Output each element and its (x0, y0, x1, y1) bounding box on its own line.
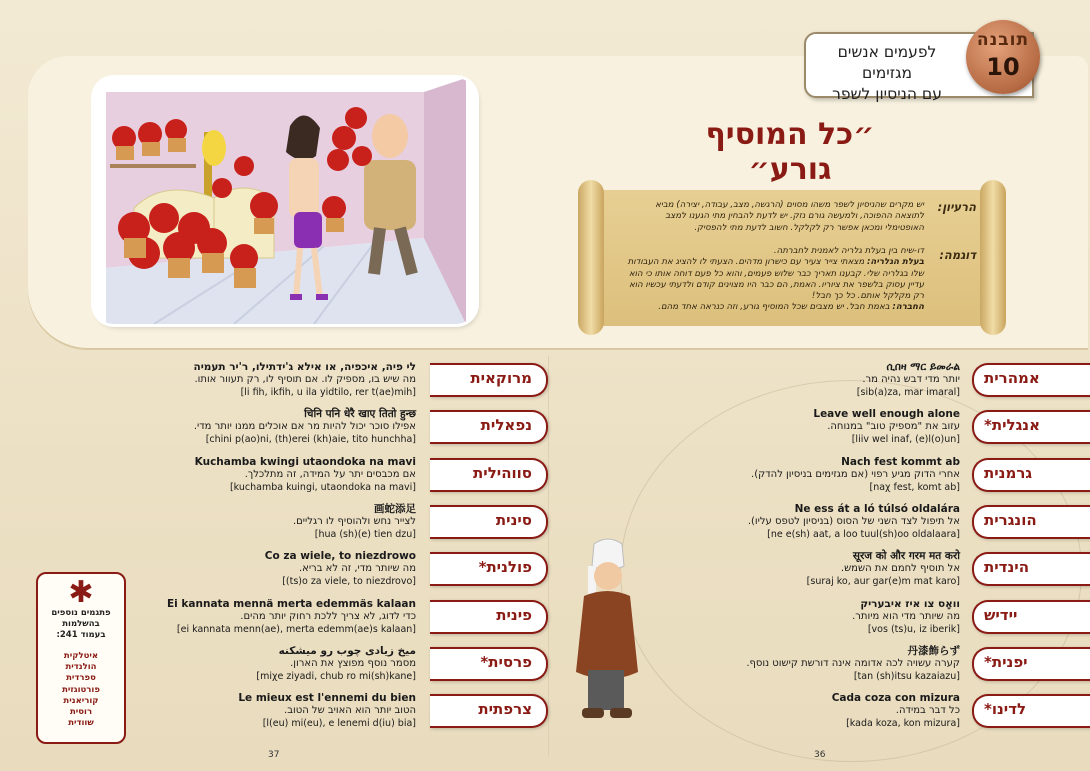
language-tab (972, 600, 1090, 634)
proverb-transliteration: [kuchamba kuingi, utaondoka na mavi] (229, 481, 416, 493)
proverb-transliteration: [suraj ko, aur gar(e)m mat karo] (806, 575, 960, 587)
proverb-transliteration: [kada koza, kon mizura] (846, 717, 960, 729)
proverb-transliteration: [li fih, ikfih, u ila yidtilo, rer t(ae)mih] (240, 386, 416, 398)
proverb-original: Le mieux est l'ennemi du bien (238, 692, 416, 704)
language-tab (430, 600, 548, 634)
language-tab (972, 694, 1090, 728)
example-intro: דו-שיח בין בעלת גלריה לאמנית לחברתה. (773, 246, 924, 256)
more-language-item: קוריאנית (63, 695, 99, 706)
language-tab (430, 410, 548, 444)
proverb-translation: אל תיפול לצד השני של הסוס (בניסיון לטפס עליו). (747, 516, 960, 527)
proverb-entry (600, 645, 960, 683)
language-label: אמהרית (984, 369, 1040, 387)
proverb-translation: מה שיותר מדי הוא מיותר. (852, 611, 960, 622)
language-label: יפנית (991, 653, 1028, 671)
insight-medal (966, 20, 1040, 94)
proverb-entry (600, 503, 960, 541)
subtitle-line1: לפעמים אנשים מגזימים (837, 43, 937, 82)
language-tab (430, 647, 548, 681)
friend-label: החברה: (892, 302, 924, 313)
language-tab (972, 363, 1090, 397)
more-proverbs-box (36, 572, 126, 744)
language-name (984, 606, 1017, 624)
proverb-original: चिनि पनि धेरै खाए तितो हुन्छ (304, 408, 416, 420)
language-name (480, 653, 532, 671)
language-name (984, 464, 1032, 482)
medal-number: 10 (986, 53, 1020, 81)
example-friend (624, 302, 924, 313)
spine-divider (548, 356, 549, 756)
scroll-end-left (578, 180, 604, 335)
more-proverbs-note (38, 608, 124, 641)
proverb-translation: מה שיש בו, מספיק לו. אם תוסיף לו, רק תעוור אותו. (194, 374, 416, 385)
idea-text: יש מקרים שהניסיון לשפר משהו מסוים (הרגשה, מצב, עבודה, יצירה) מביא לתוצאה ההפוכה, ולמעשה גורם נזק. יש לדעת להבחין מתי הגענו למצב האופטימלי ומכאן אפשר רק לקלקל. חשוב לדעת מתי להפסיק. (655, 200, 924, 233)
language-name (984, 416, 1040, 434)
proverb-original: 画蛇添足 (374, 503, 416, 515)
language-label: פולנית (486, 558, 532, 576)
language-label: אנגלית (991, 416, 1041, 434)
proverb-transliteration: [vos (ts)u, iz iberik] (867, 623, 960, 635)
language-label: נפאלית (480, 416, 532, 434)
note-line1: פתגמים נוספים (51, 608, 111, 618)
proverb-translation: אל תוסיף לחמם את השמש. (840, 563, 960, 574)
star-marker-icon: * (478, 558, 487, 576)
proverb-transliteration: [(ts)o za viele, to niezdrovo] (282, 575, 416, 587)
language-tab (430, 694, 548, 728)
old-man-figure-icon (566, 536, 646, 728)
star-marker-icon: * (480, 653, 489, 671)
proverb-translation: מה שיותר מדי, זה לא בריא. (298, 563, 416, 574)
example-text (624, 246, 924, 314)
language-label: הינדית (984, 558, 1029, 576)
proverb-transliteration: [hua (sh)(e) tien dzu] (314, 528, 416, 540)
proverb-entry (150, 645, 416, 683)
more-languages-list (38, 651, 124, 729)
scroll-end-right (980, 180, 1006, 335)
language-name (473, 464, 532, 482)
proverb-translation: אפילו סוכר יכול להיות מר אם אוכלים ממנו יותר מדי. (193, 421, 416, 432)
language-label: הונגרית (984, 511, 1037, 529)
idea-scroll (578, 180, 1006, 335)
proverb-translation: אחרי הדוק מגיע רפוי (אם מגזימים בניסיון להדק). (751, 469, 960, 480)
proverb-original: Ne ess át a ló túlsó oldalára (794, 503, 960, 515)
proverb-entry (150, 550, 416, 588)
language-name (496, 511, 532, 529)
friend-text: באמת חבל. יש מצבים שכל המוסיף גורע, וזה כנראה אחד מהם. (658, 302, 890, 313)
asterisk-icon: ✱ (68, 575, 94, 610)
proverb-translation: הטוב יותר הוא האויב של הטוב. (284, 705, 416, 716)
proverb-entry (150, 361, 416, 399)
more-language-item: רוסית (69, 707, 93, 718)
language-tab (430, 363, 548, 397)
proverb-original: Nach fest kommt ab (841, 456, 960, 468)
star-marker-icon: * (984, 700, 992, 718)
proverb-translation: לצייר נחש ולהוסיף לו רגליים. (292, 516, 416, 527)
cartoon-illustration (94, 78, 476, 324)
proverb-original: Cada coza con mizura (831, 692, 960, 704)
proverb-entry (150, 503, 416, 541)
proverb-original: Kuchamba kwingi utaondoka na mavi (194, 456, 416, 468)
proverb-translation: אם מכבסים יתר על המידה, זה מתלכלך. (244, 469, 416, 480)
proverb-entry (600, 550, 960, 588)
language-tab (430, 505, 548, 539)
language-name (470, 369, 532, 387)
language-tab (430, 552, 548, 586)
language-name (984, 653, 1028, 671)
proverb-translation: קערה עשויה לכה אדומה אינה דורשת קישוט נוסף. (746, 658, 960, 669)
proverb-original: میخ زیادی چوب رو میشکنه (278, 645, 416, 657)
language-label: סינית (495, 511, 532, 529)
proverb-original: לי פיה, איכפיה, או אילא ג'ידתילו, ר'יר תעמיה (193, 361, 416, 373)
proverb-entry (600, 692, 960, 730)
star-marker-icon: * (984, 416, 992, 434)
language-tab (430, 458, 548, 492)
proverb-original: ሲበዛ ማር ይመራል (886, 361, 960, 373)
proverb-translation: יותר מדי דבש נהיה מר. (862, 374, 960, 385)
proverb-entry (150, 598, 416, 636)
language-name (479, 558, 532, 576)
language-tab (972, 458, 1090, 492)
language-name (984, 511, 1037, 529)
proverb-entry (600, 598, 960, 636)
language-label: לדינו (991, 700, 1027, 718)
proverb-original: Co za wiele, to niezdrowo (264, 550, 416, 562)
medal-word: תובנה (976, 30, 1030, 50)
page-number-left: 37 (268, 750, 280, 760)
proverb-translation: מסמר נוסף מפוצץ את הארון. (290, 658, 416, 669)
language-name (984, 700, 1026, 718)
proverb-original: 丹漆飾らず (907, 645, 960, 657)
banner-subtitle (812, 42, 962, 105)
proverb-entry (150, 408, 416, 446)
language-name (984, 369, 1040, 387)
more-language-item: הולנדית (65, 662, 97, 673)
language-label: פינית (496, 606, 532, 624)
language-label: מרוקאית (470, 369, 532, 387)
proverb-transliteration: [l(eu) mi(eu), e lenemi d(iu) bia] (262, 717, 416, 729)
language-tab (972, 410, 1090, 444)
proverb-transliteration: [ne e(sh) aat, a loo tuul(sh)oo oldalaara] (767, 528, 960, 540)
more-language-item: פורטוגזית (62, 684, 100, 695)
language-label: סווהילית (473, 464, 532, 482)
proverb-transliteration: [miχe ziyadi, chub ro mi(sh)kane] (256, 670, 416, 682)
proverb-transliteration: [chini p(ao)ni, (th)erei (kh)aie, tito hunchha] (205, 433, 416, 445)
language-tab (972, 552, 1090, 586)
language-name (496, 606, 532, 624)
proverb-original: Ei kannata mennä merta edemmäs kalaan (167, 598, 416, 610)
language-label: יידיש (984, 606, 1018, 624)
subtitle-line2: עם הניסיון לשפר (832, 85, 942, 103)
page-title: ״כל המוסיף גורע״ (705, 117, 875, 187)
example-owner (624, 257, 924, 302)
language-label: צרפתית (478, 700, 532, 718)
proverb-original: וואָס צו איז איבעריק (860, 598, 960, 610)
proverb-entry (600, 361, 960, 399)
note-line3: בעמוד 241: (56, 630, 106, 640)
language-label: גרמנית (984, 464, 1033, 482)
proverb-entry (600, 408, 960, 446)
proverb-translation: עזוב את "מספיק טוב" במנוחה. (827, 421, 960, 432)
note-line2: בהשלמות (62, 619, 100, 629)
proverb-original: सूरज को और गरम मत करो (852, 550, 960, 562)
language-name (984, 558, 1029, 576)
proverb-original: Leave well enough alone (813, 408, 960, 420)
idea-label: הרעיון: (937, 200, 976, 214)
proverb-entry (150, 456, 416, 494)
more-language-item: ספרדית (66, 673, 96, 684)
proverb-translation: כדי לדוג, לא צריך ללכת רחוק יותר מהים. (240, 611, 416, 622)
language-tab (972, 647, 1090, 681)
language-name (481, 416, 532, 434)
proverb-transliteration: [sib(a)za, mar imaral] (856, 386, 960, 398)
language-label: פרסית (488, 653, 532, 671)
proverb-translation: כל דבר במידה. (895, 705, 960, 716)
owner-text: מצאתי צייר צעיר עם כישרון מדהים. הצעתי לו להציג את העבודות שלו בגלריה שלי. קבענו תאריך כבר שלוש פעמים, והוא כל פעם דוחה אותו כי הוא עדיין עסוק בלשפר את ציוריו. האמת, הם כבר היו מצוינים קודם ולדעתי עכשיו הוא רק מקלקל אותם. כל כך חבל! (627, 257, 924, 302)
example-label: דוגמה: (939, 248, 976, 262)
more-language-item: איטלקית (63, 651, 99, 661)
proverb-entry (150, 692, 416, 730)
more-language-item: שוודית (68, 718, 94, 729)
proverb-transliteration: [ei kannata menn(ae), merta edemm(ae)s kalaan] (176, 623, 416, 635)
proverb-transliteration: [naχ fest, komt ab] (869, 481, 960, 493)
proverb-entry (600, 456, 960, 494)
proverb-transliteration: [tan (sh)itsu kazaiazu] (853, 670, 960, 682)
page-number-right: 36 (814, 750, 826, 760)
language-tab (972, 505, 1090, 539)
star-marker-icon: * (984, 653, 992, 671)
cartoon-scene-icon (94, 78, 476, 324)
language-name (478, 700, 532, 718)
proverb-transliteration: [liiv wel inaf, (e)l(o)un] (851, 433, 960, 445)
owner-label: בעלת הגלריה: (866, 257, 924, 268)
